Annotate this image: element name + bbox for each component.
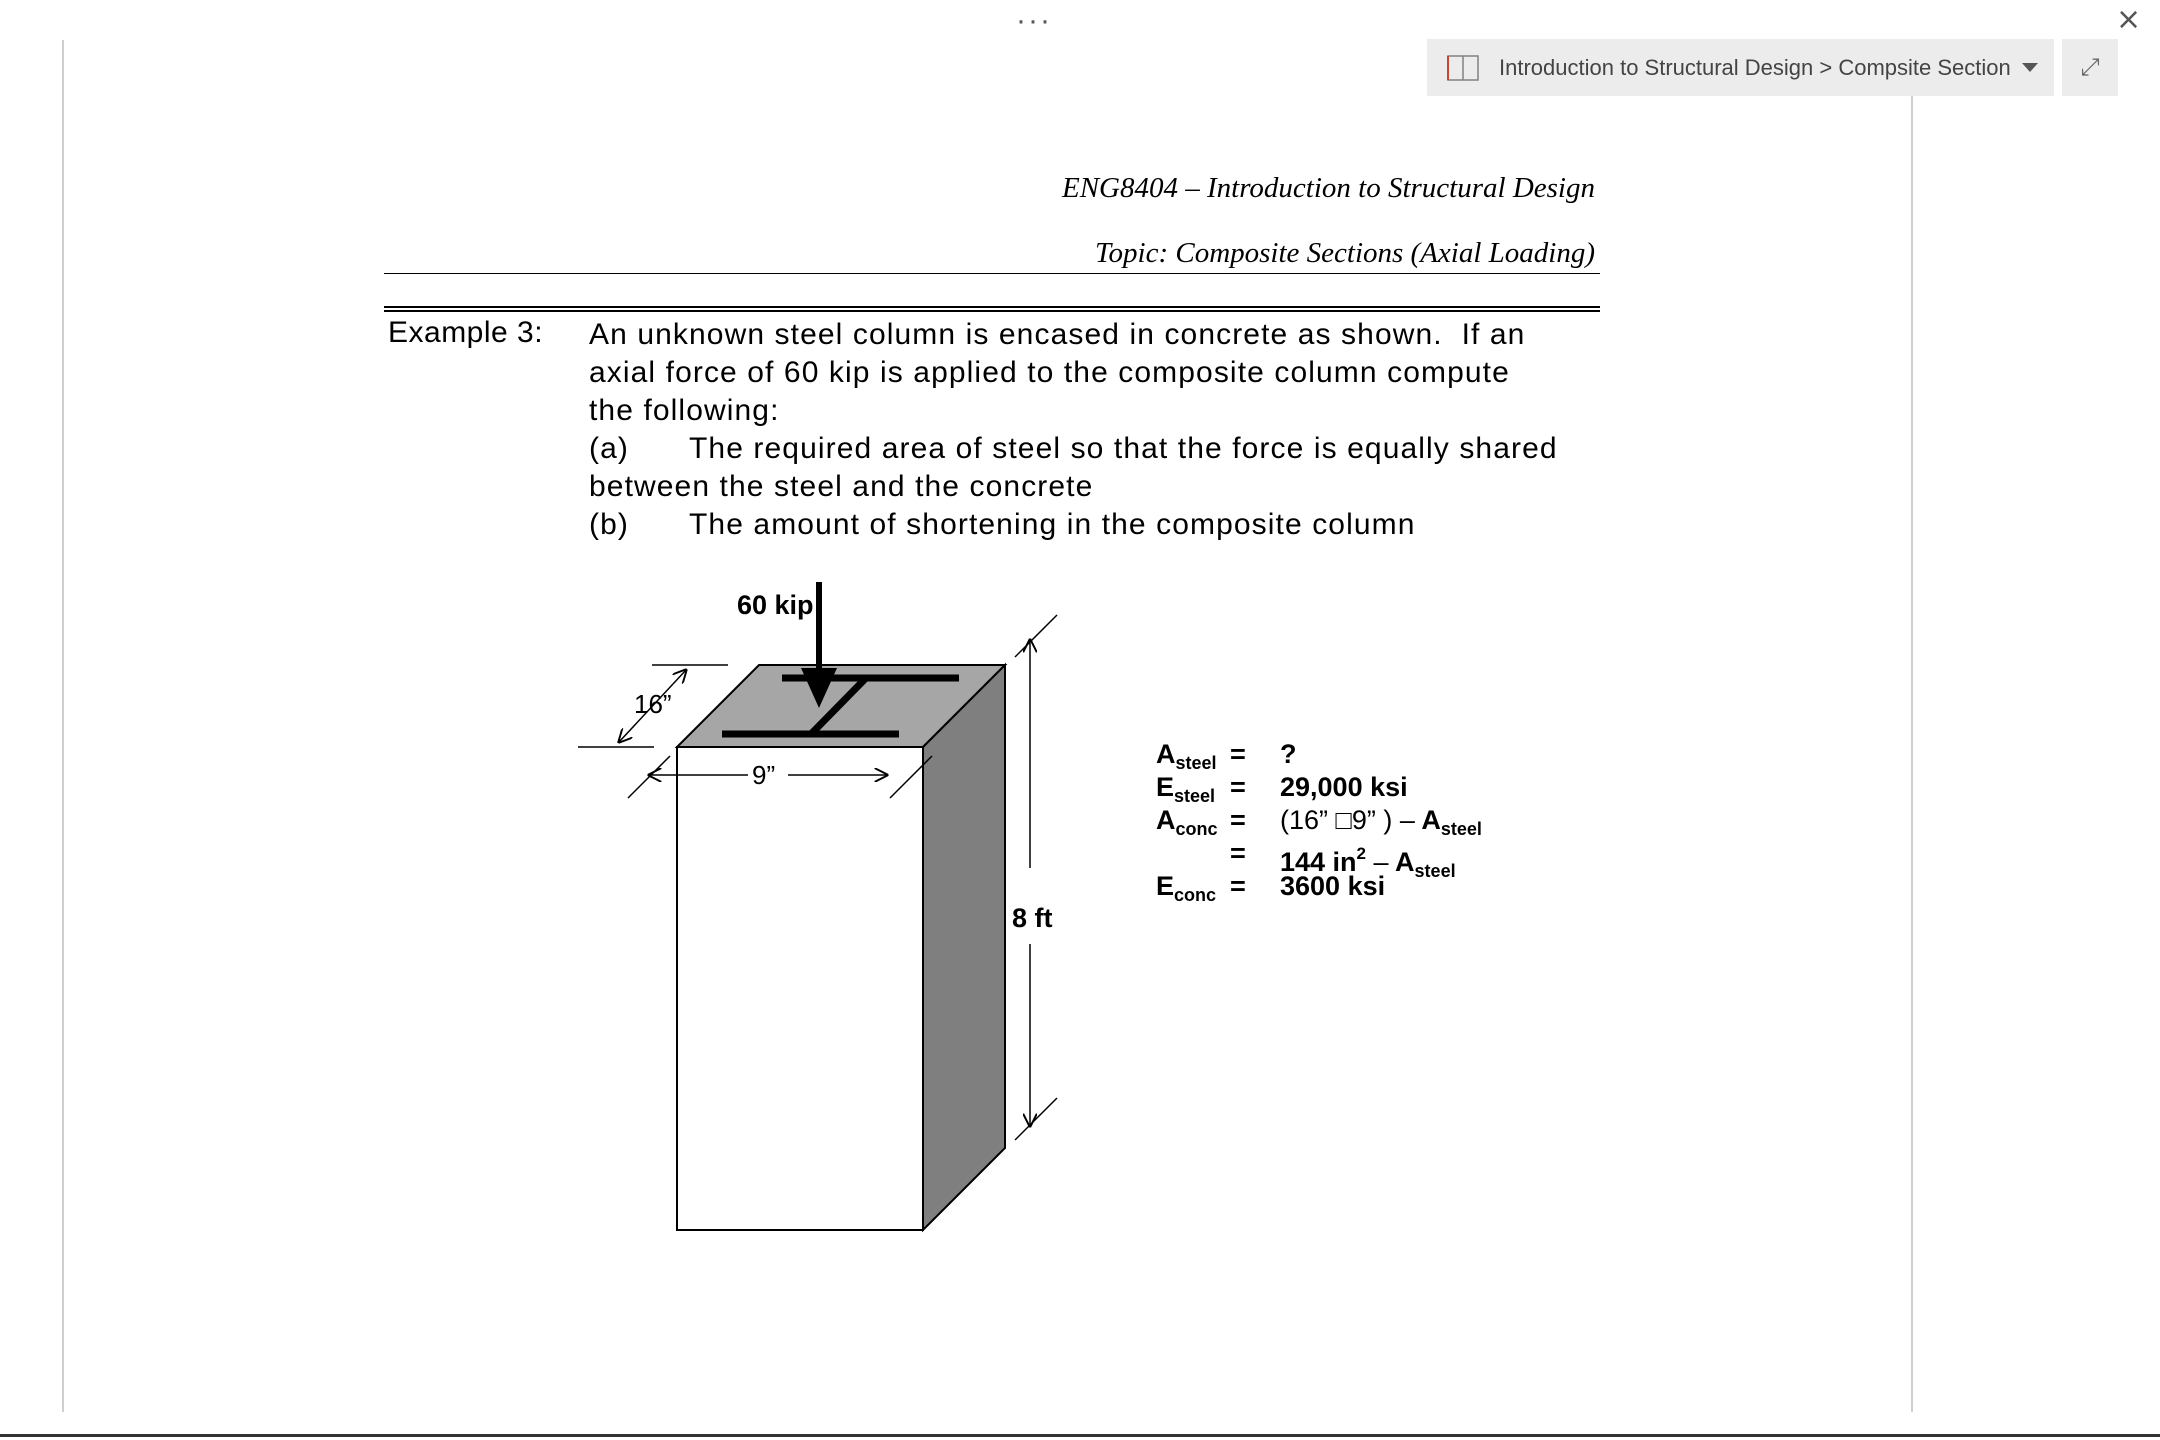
part-b-text: The amount of shortening in the composite column (689, 508, 1416, 541)
course-title: ENG8404 – Introduction to Structural Design (1062, 172, 1595, 204)
chevron-down-icon[interactable] (2022, 63, 2038, 72)
given-values (1156, 738, 1482, 903)
a-symbol: A (1395, 847, 1415, 877)
expand-button[interactable]: ⤢ (2062, 39, 2118, 96)
left-page-edge (62, 40, 64, 1412)
column-figure (560, 570, 1080, 1240)
a-conc-result-row (1156, 837, 1482, 881)
notebook-icon (1447, 55, 1479, 81)
e-conc-value: 3600 ksi (1280, 871, 1386, 901)
e-steel-row (1156, 771, 1482, 804)
conc-subscript: conc (1175, 819, 1218, 839)
bottom-border (0, 1434, 2160, 1437)
a-conc-expression: (16” □9” ) – (1280, 805, 1415, 835)
part-a-continuation: between the steel and the concrete (589, 470, 1094, 503)
example-line: An unknown steel column is encased in concrete as shown. If an (589, 318, 1526, 351)
equals-sign: = (1230, 805, 1246, 835)
example-line: axial force of 60 kip is applied to the composite column compute (589, 356, 1510, 389)
equals-sign: = (1230, 772, 1246, 802)
depth-label: 16” (634, 689, 672, 719)
width-label: 9” (752, 760, 776, 790)
double-rule-bottom (384, 310, 1600, 312)
e-steel-value: 29,000 ksi (1280, 772, 1408, 802)
example-label: Example 3: (388, 316, 544, 349)
part-a-text: The required area of steel so that the force is equally shared (689, 432, 1558, 465)
height-tick-top (1015, 615, 1057, 657)
close-button[interactable]: × (2116, 2, 2142, 37)
equals-sign: = (1230, 871, 1246, 901)
part-b (589, 506, 1594, 544)
steel-subscript: steel (1174, 786, 1216, 806)
right-page-edge (1911, 96, 1913, 1412)
section-navigator[interactable] (1427, 39, 2054, 96)
topic-title: Topic: Composite Sections (Axial Loading) (1095, 237, 1595, 269)
part-b-label: (b) (589, 508, 629, 541)
steel-subscript: steel (1440, 819, 1482, 839)
column-front-face (677, 747, 923, 1230)
load-label: 60 kip (737, 590, 814, 620)
equals-sign: = (1230, 838, 1246, 868)
square-exponent: 2 (1356, 844, 1367, 863)
part-a (589, 430, 1594, 468)
a-conc-result: 144 in (1280, 847, 1357, 877)
steel-subscript: steel (1414, 861, 1456, 881)
more-options-button[interactable]: ··· (1016, 4, 1052, 37)
part-a-label: (a) (589, 432, 629, 465)
column-side-face (923, 665, 1005, 1230)
header-rule (384, 273, 1600, 274)
equals-sign: = (1230, 739, 1246, 769)
height-tick-bottom (1015, 1098, 1057, 1140)
e-symbol: E (1156, 871, 1175, 901)
conc-subscript: conc (1174, 885, 1217, 905)
a-steel-value: ? (1280, 739, 1297, 769)
example-text (589, 316, 1594, 544)
example-line: the following: (589, 394, 780, 427)
width-tick-left (628, 756, 670, 798)
a-conc-row (1156, 804, 1482, 837)
breadcrumb: Introduction to Structural Design > Compsite Section (1499, 54, 2011, 80)
a-symbol: A (1156, 805, 1176, 835)
minus-sign: – (1366, 847, 1389, 877)
steel-subscript: steel (1175, 753, 1217, 773)
double-rule-top (384, 306, 1600, 308)
e-symbol: E (1156, 772, 1175, 802)
a-symbol: A (1421, 805, 1441, 835)
height-label: 8 ft (1012, 903, 1053, 933)
a-symbol: A (1156, 739, 1176, 769)
a-steel-row (1156, 738, 1482, 771)
